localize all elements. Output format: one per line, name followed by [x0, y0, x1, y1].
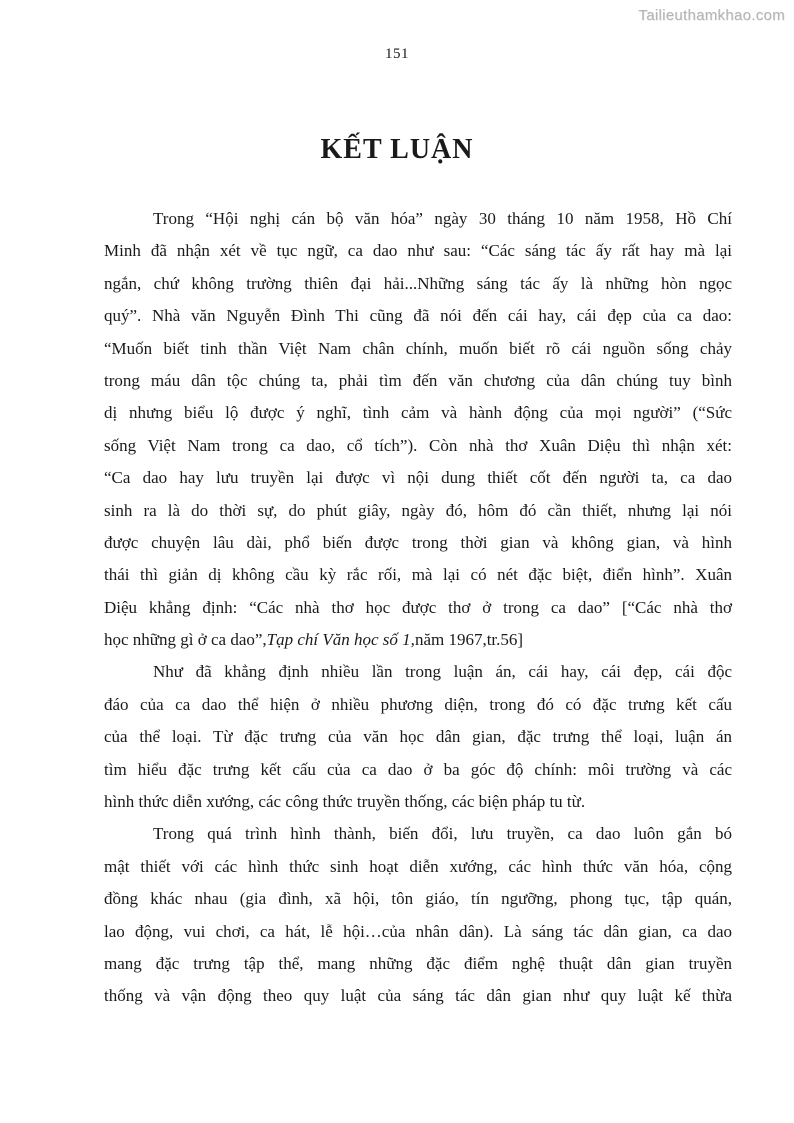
text-line: thái thì giản dị không cầu kỳ rắc rối, mà lại có nét đặc biệt, điển hình”. Xuân [104, 565, 732, 585]
watermark: Tailieuthamkhao.com [638, 7, 785, 24]
text-line: mật thiết với các hình thức sinh hoạt diễn xướng, các hình thức văn hóa, cộng [104, 856, 732, 876]
body-text [104, 203, 732, 1013]
text-line: mang đặc trưng tập thể, mang những đặc điểm nghệ thuật dân gian truyền [104, 953, 732, 973]
text-line: được chuyện lâu dài, phổ biến được trong thời gian và không gian, và hình [104, 532, 732, 552]
page-title: KẾT LUẬN [320, 134, 474, 165]
text-line: Trong “Hội nghị cán bộ văn hóa” ngày 30 tháng 10 năm 1958, Hồ Chí [153, 209, 732, 228]
text-line: thống và vận động theo quy luật của sáng tác dân gian như quy luật kế thừa [104, 986, 732, 1006]
text-line: quý”. Nhà văn Nguyễn Đình Thi cũng đã nói đến cái hay, cái đẹp của ca dao: [104, 306, 732, 326]
text-line: “Ca dao hay lưu truyền lại được vì nội dung thiết cốt đến người ta, ca dao [104, 468, 732, 488]
paragraph [104, 818, 732, 1012]
text-line: đáo của ca dao thể hiện ở nhiều phương diện, trong đó có đặc trưng kết cấu [104, 694, 732, 714]
citation-italic: Tạp chí Văn học số 1, [266, 630, 415, 650]
text-segment: học những gì ở ca dao”, [104, 630, 267, 650]
paragraph [104, 656, 732, 818]
text-line: Minh đã nhận xét về tục ngữ, ca dao như sau: “Các sáng tác ấy rất hay mà lại [104, 241, 732, 261]
text-line: ngắn, chứ không trường thiên đại hải...Những sáng tác ấy là những hòn ngọc [104, 273, 732, 293]
text-line: lao động, vui chơi, ca hát, lễ hội…của nhân dân). Là sáng tác dân gian, ca dao [104, 921, 732, 941]
text-line [104, 624, 732, 656]
text-line: tìm hiểu đặc trưng kết cấu của ca dao ở ba góc độ chính: môi trường và các [104, 759, 732, 779]
text-line: dị nhưng biểu lộ được ý nghĩ, tình cảm và hành động của mọi người” (“Sức [104, 403, 732, 423]
text-line: sinh ra là do thời sự, do phút giây, ngày đó, hôm đó cần thiết, nhưng lại nói [104, 500, 732, 520]
text-line: “Muốn biết tinh thần Việt Nam chân chính, muốn biết rõ cái nguồn sống chảy [104, 338, 732, 358]
text-line: Trong quá trình hình thành, biến đổi, lưu truyền, ca dao luôn gắn bó [153, 824, 732, 844]
text-line: đồng khác nhau (gia đình, xã hội, tôn giáo, tín ngưỡng, phong tục, tập quán, [104, 889, 732, 909]
text-line: sống Việt Nam trong ca dao, cổ tích”). Còn nhà thơ Xuân Diệu thì nhận xét: [104, 435, 732, 455]
page-number: 151 [385, 46, 409, 62]
text-line: Diệu khẳng định: “Các nhà thơ học được thơ ở trong ca dao” [“Các nhà thơ [104, 597, 732, 617]
text-line: trong máu dân tộc chúng ta, phải tìm đến văn chương của dân chúng tuy bình [104, 370, 732, 390]
text-segment: năm 1967,tr.56] [414, 630, 524, 650]
text-line: của thể loại. Từ đặc trưng của văn học dân gian, đặc trưng thể loại, luận án [104, 727, 732, 747]
text-line: hình thức diễn xướng, các công thức truyền thống, các biện pháp tu từ. [104, 792, 586, 812]
paragraph [104, 203, 732, 656]
text-line: Như đã khẳng định nhiều lần trong luận án, cái hay, cái đẹp, cái độc [153, 662, 732, 682]
